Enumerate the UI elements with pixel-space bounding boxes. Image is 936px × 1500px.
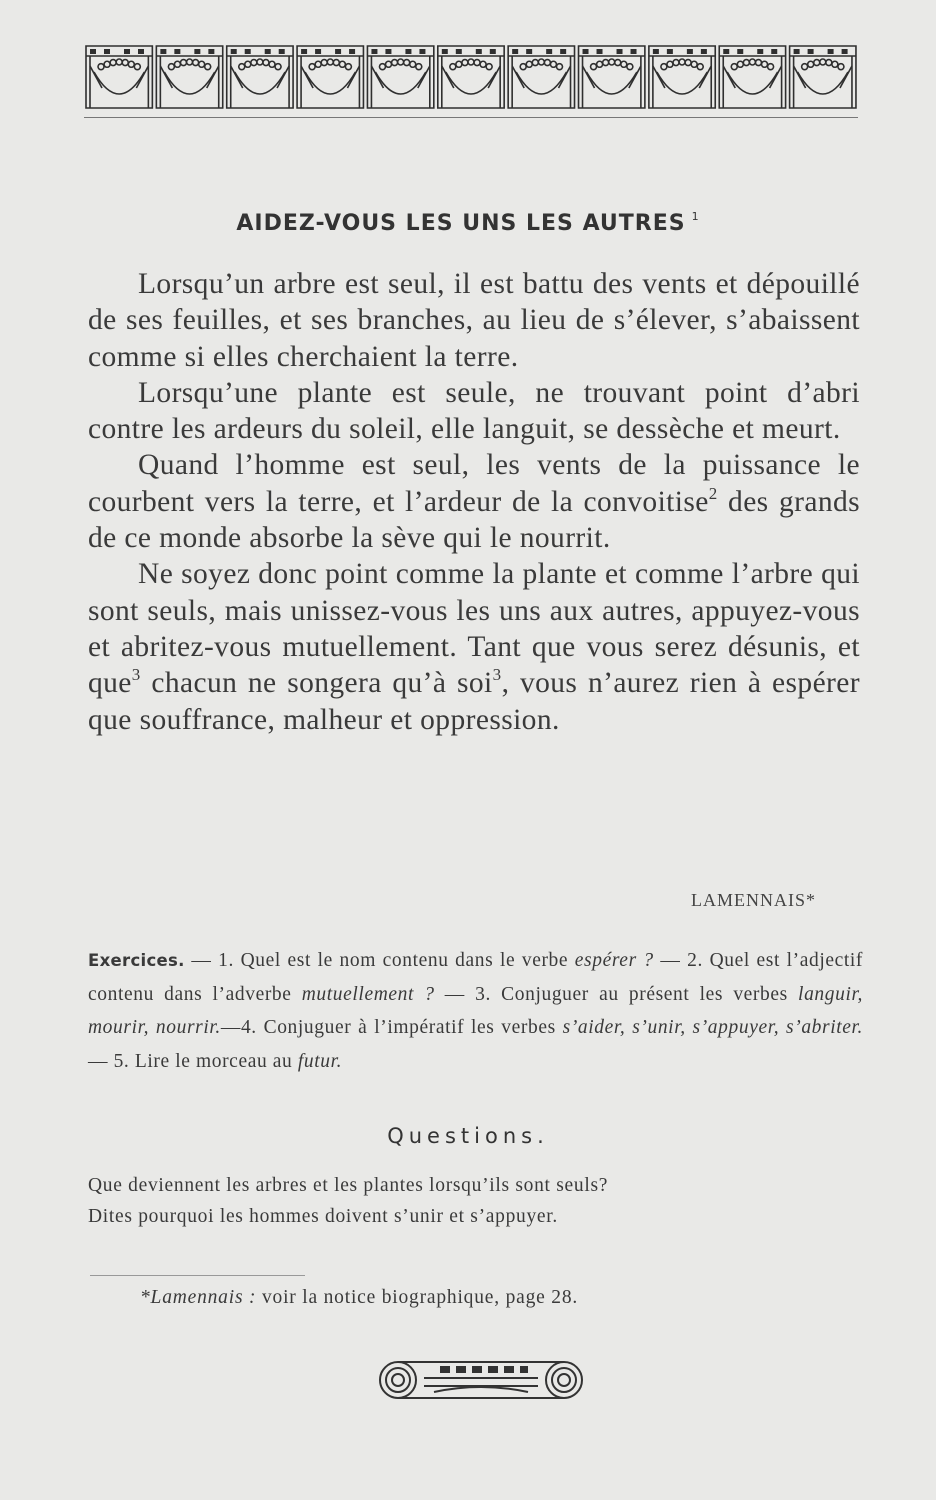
questions-heading: Questions. xyxy=(387,1124,549,1148)
decorative-header-border xyxy=(84,42,858,114)
paragraph-2: Lorsqu’une plante est seule, ne trouvant point d’abri contre les ardeurs du soleil, elle languit, se dessèche et meurt. xyxy=(88,376,860,446)
frieze-tile xyxy=(156,46,222,108)
exercise-item: — 3. Conjuguer au présent les verbes languir, mourir, nourrir. xyxy=(88,983,863,1038)
exercise-item: —4. Conjuguer à l’impératif les verbes s’aider, s’unir, s’appuyer, s’abriter. xyxy=(220,1017,864,1038)
footnote-text: voir la notice biographique, page 28. xyxy=(256,1287,579,1308)
exercises-label: Exercices. xyxy=(88,951,185,970)
header-frieze xyxy=(86,46,856,108)
question-item: Dites pourquoi les hommes doivent s’unir et s’appuyer. xyxy=(88,1206,558,1227)
frieze-tile xyxy=(227,46,293,108)
bottom-ornament xyxy=(374,1356,588,1404)
paragraph-3: Quand l’homme est seul, les vents de la puissance le courbent vers la terre, et l’ardeur de la convoitise$^2$ des grands de ce monde absorbe la sève qui le nourrit. xyxy=(88,449,860,555)
exercises-block xyxy=(88,944,863,1078)
footnote-mark: 3 xyxy=(131,665,141,685)
frieze-tile xyxy=(297,46,363,108)
footnote-author: *Lamennais : xyxy=(140,1287,257,1308)
paragraph-4: Ne soyez donc point comme la plante et comme l’arbre qui sont seuls, mais unissez-vous les uns aux autres, appuyez-vous et abritez-vous mutuellement. Tant que vous serez désunis, et que$^3$ chacun ne songera qu’à soi$^3$, vous n’aurez rien à espérer que souffrance, malheur et oppression. xyxy=(88,558,860,736)
title-text: AIDEZ-VOUS LES UNS LES AUTRES xyxy=(236,211,686,236)
frieze-tile xyxy=(86,46,152,108)
frieze-tile xyxy=(649,46,715,108)
frieze-tile xyxy=(508,46,574,108)
main-text xyxy=(88,266,860,738)
exercise-item: — 1. Quel est le nom contenu dans le verbe espérer ? xyxy=(184,950,654,971)
footnote-mark: 2 xyxy=(708,483,718,503)
footnote xyxy=(140,1287,578,1309)
exercise-item: — 5. Lire le morceau au futur. xyxy=(88,1050,343,1072)
frieze-tile xyxy=(579,46,645,108)
frieze-tile xyxy=(719,46,785,108)
footnote-mark: 3 xyxy=(492,665,502,685)
author-signature: LAMENNAIS* xyxy=(691,890,816,910)
question-item: Que deviennent les arbres et les plantes lorsqu’ils sont seuls? xyxy=(88,1175,609,1196)
frieze-tile xyxy=(367,46,433,108)
questions-list xyxy=(88,1170,868,1232)
page-title xyxy=(0,210,936,236)
exercise-item: — 2. Quel est l’adjectif contenu dans l’adverbe mutuellement ? xyxy=(88,950,863,1005)
paragraph-1: Lorsqu’un arbre est seul, il est battu des vents et dépouillé de ses feuilles, et ses branches, au lieu de s’élever, s’abaissent comme si elles cherchaient la terre. xyxy=(88,268,860,373)
title-footnote-mark: 1 xyxy=(691,210,700,223)
header-rule xyxy=(84,117,858,118)
frieze-tile xyxy=(790,46,856,108)
footnote-rule xyxy=(90,1275,305,1276)
frieze-tile xyxy=(438,46,504,108)
